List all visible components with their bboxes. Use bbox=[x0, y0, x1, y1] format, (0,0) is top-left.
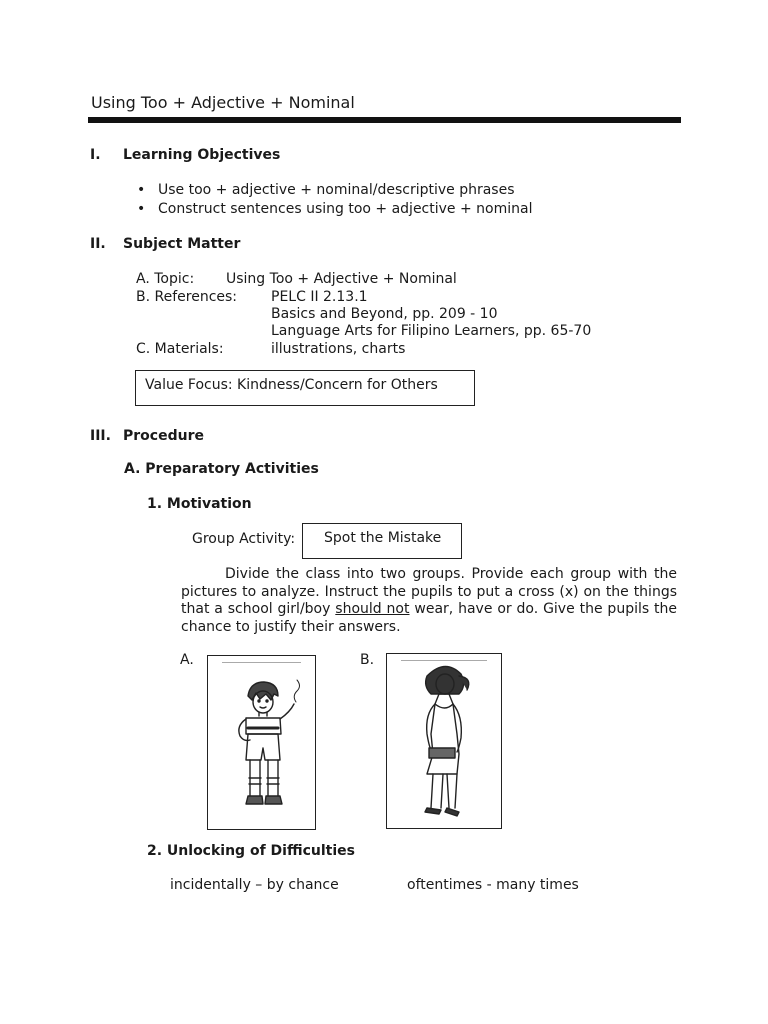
section-title: Subject Matter bbox=[123, 236, 241, 252]
reference-item: Language Arts for Filipino Learners, pp. 65-70 bbox=[271, 323, 592, 339]
materials-value: illustrations, charts bbox=[271, 341, 406, 357]
objective-bullet-1: • Use too + adjective + nominal/descriptive phrases bbox=[158, 182, 515, 198]
references-label: B. References: bbox=[136, 289, 238, 305]
instructions-text-2: wear, have or do. Give the pupils the chance to justify their answers. bbox=[181, 601, 678, 635]
page-title: Using Too + Adjective + Nominal bbox=[91, 93, 355, 112]
materials-label: C. Materials: bbox=[136, 341, 224, 357]
reference-item: Basics and Beyond, pp. 209 - 10 bbox=[271, 306, 498, 322]
section-title: Learning Objectives bbox=[123, 147, 281, 163]
activity-instructions-paragraph bbox=[181, 566, 677, 636]
spot-the-mistake-text: Spot the Mistake bbox=[324, 530, 442, 546]
section-title: Procedure bbox=[123, 428, 204, 444]
picture-b-label: B. bbox=[360, 652, 375, 668]
picture-a-label: A. bbox=[180, 652, 194, 668]
title-rule bbox=[88, 117, 681, 123]
section-number: I. bbox=[90, 147, 101, 163]
section-number: III. bbox=[90, 428, 111, 444]
picture-b-girl-illustration bbox=[386, 653, 502, 829]
value-focus-text: Value Focus: Kindness/Concern for Others bbox=[145, 377, 438, 393]
topic-label: A. Topic: bbox=[136, 271, 195, 287]
group-activity-label: Group Activity: bbox=[192, 531, 296, 547]
instructions-text-1: Divide the class into two groups. Provide each group with the pictures to analyze. Instruct the pupils to put a cross (x) on the things that a school girl/boy bbox=[181, 566, 677, 617]
instructions-underlined-text: should not bbox=[335, 601, 410, 617]
section-learning-objectives-heading bbox=[90, 147, 280, 163]
vocabulary-item-2: oftentimes - many times bbox=[407, 877, 579, 893]
objective-bullet-2: • Construct sentences using too + adjective + nominal bbox=[158, 201, 532, 217]
reference-item: PELC II 2.13.1 bbox=[271, 289, 368, 305]
unlocking-difficulties-heading: 2. Unlocking of Difficulties bbox=[147, 843, 355, 859]
picture-a-boy-illustration bbox=[207, 655, 316, 830]
spot-the-mistake-box bbox=[302, 523, 462, 559]
motivation-heading: 1. Motivation bbox=[147, 496, 252, 512]
topic-value: Using Too + Adjective + Nominal bbox=[226, 271, 457, 287]
section-subject-matter-heading bbox=[90, 236, 240, 252]
section-number: II. bbox=[90, 236, 106, 252]
preparatory-activities-heading: A. Preparatory Activities bbox=[124, 461, 319, 477]
value-focus-box bbox=[135, 370, 475, 406]
section-procedure-heading bbox=[90, 428, 204, 444]
vocabulary-item-1: incidentally – by chance bbox=[170, 877, 339, 893]
